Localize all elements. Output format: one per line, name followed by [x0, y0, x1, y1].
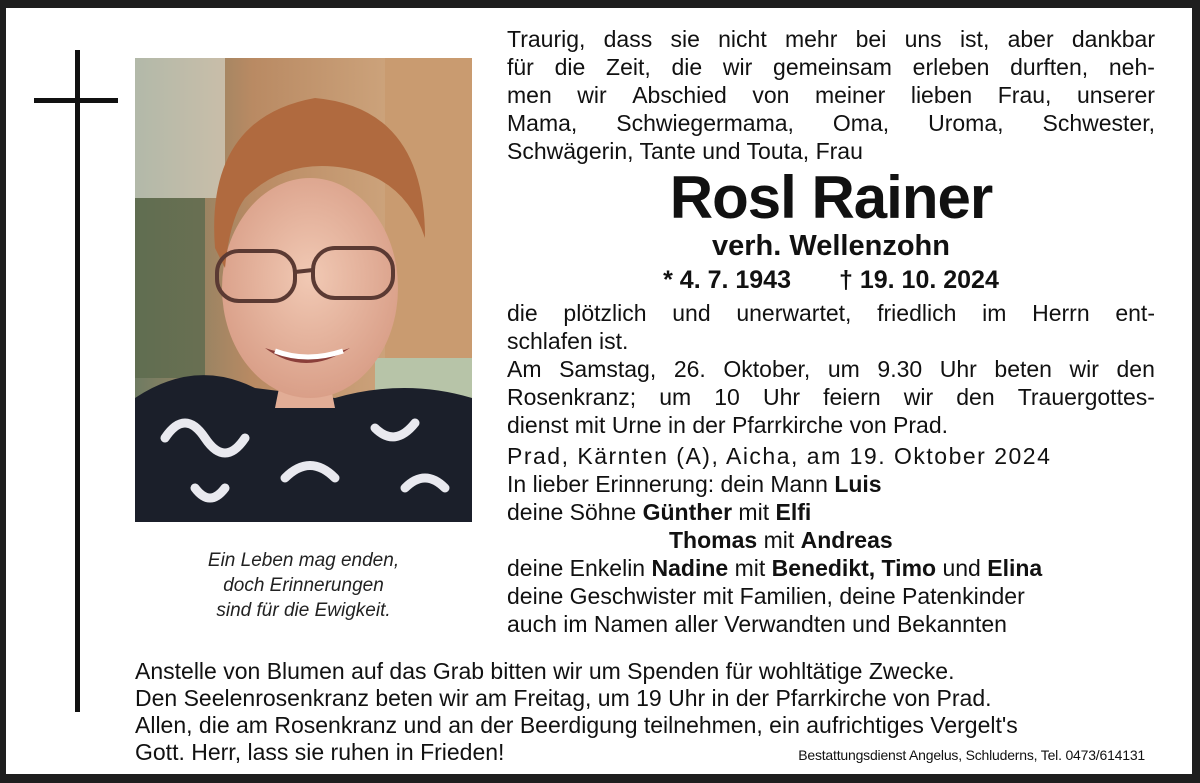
mourner-name: Elina: [987, 555, 1043, 581]
mourner-name: Nadine: [651, 555, 729, 581]
word: Traurig,: [507, 26, 586, 52]
word: Schwiegermama,: [616, 110, 794, 136]
closing-line: [135, 739, 1145, 769]
text-line: [507, 25, 1155, 53]
word: feiern: [823, 384, 881, 410]
word: erleben: [912, 54, 990, 80]
blessing-note: Gott. Herr, lass sie ruhen in Frieden!: [135, 739, 505, 765]
mourner-text: und: [936, 555, 988, 581]
intro-last-line: Schwägerin, Tante und Touta, Frau: [507, 138, 863, 164]
word: 10: [714, 384, 740, 410]
word: Frau,: [997, 82, 1052, 108]
word: die: [671, 54, 703, 80]
word: dankbar: [1071, 26, 1155, 52]
word: gemeinsam: [773, 54, 892, 80]
mourner-text: deine Enkelin: [507, 555, 652, 581]
word: lieben: [910, 82, 973, 108]
mourner-name: Elfi: [775, 499, 812, 525]
word: bei: [855, 26, 887, 52]
text-line: [507, 53, 1155, 81]
obituary-notice: [6, 8, 1192, 774]
word: Am: [507, 356, 542, 382]
mourner-name: Luis: [834, 471, 882, 497]
mourner-name: Thomas: [669, 527, 758, 553]
quote-line: sind für die Ewigkeit.: [216, 600, 391, 621]
rosary-note: Den Seelenrosenkranz beten wir am Freitag, um 19 Uhr in der Pfarrkirche von Prad.: [135, 685, 992, 711]
word: Uhr: [762, 384, 801, 410]
mourner-name: Andreas: [800, 527, 893, 553]
quote-line: Ein Leben mag enden,: [207, 550, 400, 571]
word: neh-: [1108, 54, 1155, 80]
word: wir: [577, 82, 607, 108]
word: Rosenkranz;: [507, 384, 637, 410]
word: nicht: [718, 26, 767, 52]
word: Samstag,: [559, 356, 657, 382]
mourner-line: auch im Namen aller Verwandten und Bekannten: [507, 611, 1007, 637]
service-paragraph: [507, 355, 1155, 411]
word: sie: [670, 26, 700, 52]
portrait-photo: [135, 58, 472, 522]
word: Herrn: [1032, 300, 1090, 326]
word: beten: [994, 356, 1052, 382]
undertaker-info: Bestattungsdienst Angelus, Schluderns, Tel. 0473/614131: [798, 747, 1145, 763]
word: Schwester,: [1042, 110, 1155, 136]
intro-paragraph: [507, 25, 1155, 137]
mourner-line: [507, 498, 1155, 526]
mourner-text: mit: [728, 555, 772, 581]
text-line: [507, 383, 1155, 411]
word: Oktober,: [723, 356, 811, 382]
word: unerwartet,: [736, 300, 852, 326]
cross-icon-bar: [34, 98, 118, 103]
place-date: Prad, Kärnten (A), Aicha, am 19. Oktober 2024: [507, 443, 1052, 469]
deceased-name: Rosl Rainer: [669, 164, 993, 231]
word: den: [956, 384, 995, 410]
word: die: [554, 54, 586, 80]
word: aber: [1007, 26, 1054, 52]
mourner-line: [507, 554, 1155, 582]
word: um: [659, 384, 692, 410]
mourner-text: mit: [757, 527, 801, 553]
text-line: [507, 109, 1155, 137]
word: ist,: [959, 26, 990, 52]
thanks-note: Allen, die am Rosenkranz und an der Beerdigung teilnehmen, ein aufrichtiges Vergelt's: [135, 712, 1018, 738]
mourner-line: deine Geschwister mit Familien, deine Patenkinder: [507, 583, 1025, 609]
quote-line: doch Erinnerungen: [223, 575, 384, 596]
mourner-name: Benedikt, Timo: [771, 555, 937, 581]
word: plötzlich: [563, 300, 647, 326]
word: und: [672, 300, 711, 326]
mourner-text: mit: [732, 499, 776, 525]
word: von: [752, 82, 790, 108]
text-line: [507, 81, 1155, 109]
word: Oma,: [832, 110, 890, 136]
married-name: verh. Wellenzohn: [712, 230, 950, 262]
passing-paragraph: [507, 299, 1155, 327]
word: men: [507, 82, 552, 108]
passing-last-line: schlafen ist.: [507, 328, 629, 354]
word: durften,: [1010, 54, 1089, 80]
closing-notes: [135, 658, 1145, 769]
word: Abschied: [632, 82, 727, 108]
announcement-text: [507, 25, 1155, 638]
word: 26.: [673, 356, 706, 382]
text-line: [507, 299, 1155, 327]
memorial-quote: [135, 548, 472, 623]
word: mehr: [784, 26, 838, 52]
death-date: † 19. 10. 2024: [839, 266, 999, 294]
text-line: [507, 355, 1155, 383]
cross-icon: [75, 50, 80, 712]
word: 9.30: [877, 356, 923, 382]
birth-date: * 4. 7. 1943: [663, 266, 791, 294]
word: im: [982, 300, 1007, 326]
word: Uhr: [939, 356, 977, 382]
mourner-line: [507, 470, 1155, 498]
word: wir: [1069, 356, 1099, 382]
word: für: [507, 54, 534, 80]
life-dates: [507, 263, 1155, 297]
word: die: [507, 300, 538, 326]
word: um: [827, 356, 860, 382]
mourner-text: In lieber Erinnerung: dein Mann: [507, 471, 835, 497]
word: den: [1116, 356, 1155, 382]
word: wir: [722, 54, 753, 80]
word: Uroma,: [928, 110, 1004, 136]
service-last-line: dienst mit Urne in der Pfarrkirche von Prad.: [507, 412, 949, 438]
word: wir: [903, 384, 934, 410]
mourner-text: deine Söhne: [507, 499, 643, 525]
word: friedlich: [877, 300, 957, 326]
mourner-line: [507, 526, 1155, 554]
word: Mama,: [507, 110, 578, 136]
word: unserer: [1076, 82, 1155, 108]
word: dass: [603, 26, 653, 52]
mourner-name: Günther: [642, 499, 733, 525]
word: ent-: [1115, 300, 1155, 326]
word: uns: [904, 26, 942, 52]
donation-note: Anstelle von Blumen auf das Grab bitten wir um Spenden für wohltätige Zwecke.: [135, 658, 955, 684]
word: meiner: [814, 82, 886, 108]
word: Zeit,: [606, 54, 651, 80]
word: Trauergottes-: [1017, 384, 1155, 410]
